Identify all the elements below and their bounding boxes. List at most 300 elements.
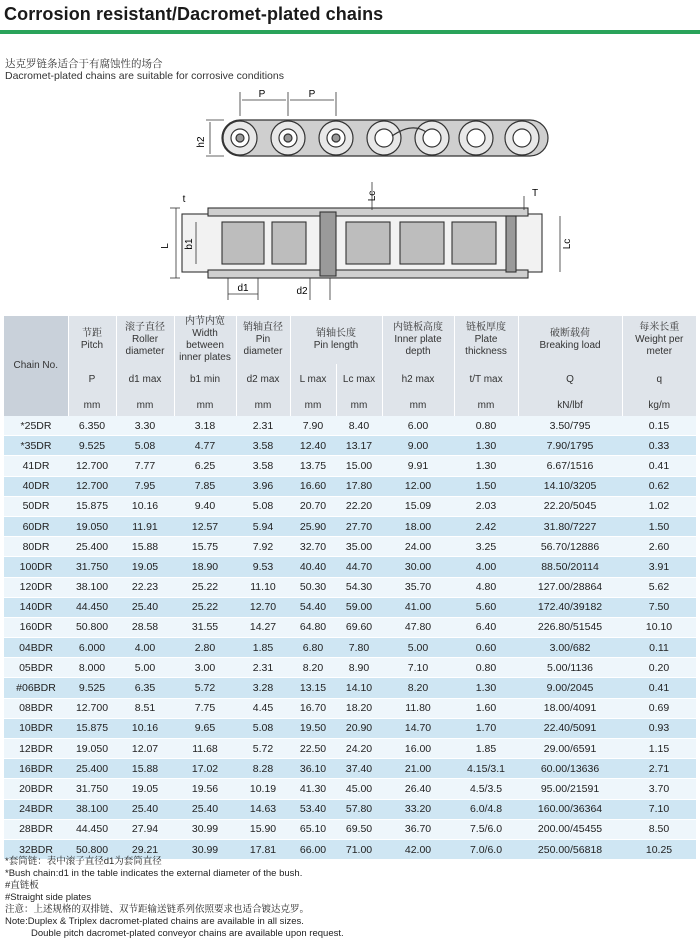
table-cell: 3.91 [622, 557, 696, 577]
table-cell: 35.00 [336, 537, 382, 557]
table-cell: 12.70 [236, 597, 290, 617]
footnotes [5, 856, 344, 940]
chain-no-cell: 50DR [4, 496, 68, 516]
unit-d2: mm [236, 394, 290, 416]
table-cell: 66.00 [290, 839, 336, 859]
col-weight-header: 每米长重 Weight per meter [622, 316, 696, 364]
table-cell: 6.350 [68, 416, 116, 436]
table-cell: 4.80 [454, 577, 518, 597]
table-cell: 4.77 [174, 436, 236, 456]
table-cell: 0.80 [454, 658, 518, 678]
table-cell: 5.60 [454, 597, 518, 617]
table-cell: 25.22 [174, 597, 236, 617]
table-cell: 2.31 [236, 416, 290, 436]
table-cell: 11.91 [116, 516, 174, 536]
table-cell: 7.75 [174, 698, 236, 718]
table-cell: 8.51 [116, 698, 174, 718]
table-cell: 25.22 [174, 577, 236, 597]
table-cell: 8.000 [68, 658, 116, 678]
table-cell: 4.00 [454, 557, 518, 577]
col-width-header: 内节内宽 Width between inner plates [174, 316, 236, 364]
table-cell: 11.68 [174, 739, 236, 759]
spec-table [4, 316, 696, 860]
table-row [4, 799, 696, 819]
label-p2: P [308, 89, 316, 100]
table-cell: 15.88 [116, 537, 174, 557]
table-cell: 32.70 [290, 537, 336, 557]
table-cell: 40.40 [290, 557, 336, 577]
table-cell: 20.70 [290, 496, 336, 516]
table-cell: 5.00/1136 [518, 658, 622, 678]
table-cell: 12.07 [116, 739, 174, 759]
table-cell: 1.30 [454, 436, 518, 456]
chain-no-cell: 08BDR [4, 698, 68, 718]
table-cell: 9.00/2045 [518, 678, 622, 698]
table-cell: 56.70/12886 [518, 537, 622, 557]
table-cell: 35.70 [382, 577, 454, 597]
table-cell: 13.17 [336, 436, 382, 456]
table-cell: 5.08 [116, 436, 174, 456]
table-row [4, 456, 696, 476]
chain-no-cell: 41DR [4, 456, 68, 476]
table-cell: 1.30 [454, 456, 518, 476]
table-cell: 0.80 [454, 416, 518, 436]
table-cell: 25.90 [290, 516, 336, 536]
sym-qm: q [622, 364, 696, 394]
page-title: Corrosion resistant/Dacromet-plated chains [4, 4, 384, 24]
table-row [4, 577, 696, 597]
table-cell: 38.100 [68, 799, 116, 819]
table-cell: 19.05 [116, 557, 174, 577]
table-cell: 37.40 [336, 759, 382, 779]
chain-diagram [0, 86, 700, 312]
table-cell: 27.70 [336, 516, 382, 536]
table-cell: 160.00/36364 [518, 799, 622, 819]
table-cell: 21.00 [382, 759, 454, 779]
table-cell: 8.20 [382, 678, 454, 698]
table-row [4, 819, 696, 839]
unit-p: mm [68, 394, 116, 416]
table-cell: 44.450 [68, 597, 116, 617]
table-cell: 3.50/795 [518, 416, 622, 436]
table-cell: 1.50 [622, 516, 696, 536]
table-cell: 4.45 [236, 698, 290, 718]
table-cell: 54.40 [290, 597, 336, 617]
label-h2: h2 [196, 136, 207, 148]
table-cell: 1.50 [454, 476, 518, 496]
table-cell: 17.80 [336, 476, 382, 496]
table-cell: 0.11 [622, 638, 696, 658]
table-cell: 10.16 [116, 718, 174, 738]
sym-d2: d2 max [236, 364, 290, 394]
unit-tt: mm [454, 394, 518, 416]
chain-side-view [222, 120, 548, 156]
chain-section-view [182, 208, 542, 278]
table-cell: 3.30 [116, 416, 174, 436]
table-cell: 50.30 [290, 577, 336, 597]
table-cell: 9.40 [174, 496, 236, 516]
table-cell: 0.60 [454, 638, 518, 658]
table-cell: 22.50 [290, 739, 336, 759]
chain-no-cell: 16BDR [4, 759, 68, 779]
table-cell: 5.72 [174, 678, 236, 698]
table-cell: 7.10 [622, 799, 696, 819]
table-cell: 8.20 [290, 658, 336, 678]
table-cell: 15.875 [68, 718, 116, 738]
table-cell: 69.50 [336, 819, 382, 839]
table-cell: 17.02 [174, 759, 236, 779]
subtitle-english: Dacromet-plated chains are suitable for corrosive conditions [5, 70, 284, 82]
unit-qm: kg/m [622, 394, 696, 416]
table-cell: 0.93 [622, 718, 696, 738]
table-cell: 14.70 [382, 718, 454, 738]
chain-no-cell: 12BDR [4, 739, 68, 759]
table-cell: 95.00/21591 [518, 779, 622, 799]
chain-no-cell: 24BDR [4, 799, 68, 819]
table-row [4, 617, 696, 637]
chain-no-cell: #06BDR [4, 678, 68, 698]
table-cell: 12.700 [68, 698, 116, 718]
table-cell: 19.56 [174, 779, 236, 799]
table-cell: 0.20 [622, 658, 696, 678]
table-row [4, 557, 696, 577]
chain-no-cell: 32BDR [4, 839, 68, 859]
table-cell: 7.92 [236, 537, 290, 557]
table-cell: 31.55 [174, 617, 236, 637]
spec-table-body [4, 416, 696, 860]
chain-no-cell: 05BDR [4, 658, 68, 678]
table-cell: 5.08 [236, 718, 290, 738]
table-cell: 12.700 [68, 476, 116, 496]
table-cell: 5.94 [236, 516, 290, 536]
table-cell: 15.75 [174, 537, 236, 557]
table-cell: 31.750 [68, 779, 116, 799]
chain-no-header: Chain No. [4, 316, 68, 416]
table-row [4, 739, 696, 759]
sym-b1: b1 min [174, 364, 236, 394]
table-cell: 7.5/6.0 [454, 819, 518, 839]
table-cell: 19.50 [290, 718, 336, 738]
table-cell: 33.20 [382, 799, 454, 819]
table-cell: 69.60 [336, 617, 382, 637]
table-cell: 47.80 [382, 617, 454, 637]
table-cell: 12.40 [290, 436, 336, 456]
table-cell: 28.58 [116, 617, 174, 637]
note-duplex-en: Note:Duplex & Triplex dacromet-plated chains are available in all sizes. [5, 916, 304, 927]
table-cell: 7.85 [174, 476, 236, 496]
table-cell: 2.80 [174, 638, 236, 658]
unit-b1: mm [174, 394, 236, 416]
chain-no-cell: 160DR [4, 617, 68, 637]
table-cell: 6.25 [174, 456, 236, 476]
table-cell: 42.00 [382, 839, 454, 859]
table-cell: 31.80/7227 [518, 516, 622, 536]
unit-q: kN/lbf [518, 394, 622, 416]
table-cell: 41.30 [290, 779, 336, 799]
table-row [4, 476, 696, 496]
table-cell: 7.77 [116, 456, 174, 476]
table-cell: 9.65 [174, 718, 236, 738]
table-cell: 2.03 [454, 496, 518, 516]
note-bush-en: *Bush chain:d1 in the table indicates the external diameter of the bush. [5, 868, 303, 879]
table-cell: 3.70 [622, 779, 696, 799]
table-cell: 71.00 [336, 839, 382, 859]
table-cell: 30.99 [174, 819, 236, 839]
note-straight-cn: #直链板 [5, 880, 39, 891]
table-cell: 18.00/4091 [518, 698, 622, 718]
table-cell: 11.80 [382, 698, 454, 718]
label-T: T [531, 188, 539, 199]
col-plate-depth-header: 内链板高度 Inner plate depth [382, 316, 454, 364]
table-cell: 57.80 [336, 799, 382, 819]
label-lc-top: Lc [367, 190, 378, 202]
chain-no-cell: 04BDR [4, 638, 68, 658]
table-cell: 12.57 [174, 516, 236, 536]
table-cell: 29.00/6591 [518, 739, 622, 759]
table-cell: 15.875 [68, 496, 116, 516]
table-cell: 6.35 [116, 678, 174, 698]
table-cell: 45.00 [336, 779, 382, 799]
table-cell: 250.00/56818 [518, 839, 622, 859]
table-cell: 10.16 [116, 496, 174, 516]
unit-lc: mm [336, 394, 382, 416]
table-cell: 15.00 [336, 456, 382, 476]
table-cell: 18.20 [336, 698, 382, 718]
unit-l: mm [290, 394, 336, 416]
table-cell: 9.53 [236, 557, 290, 577]
chain-no-cell: 40DR [4, 476, 68, 496]
chain-no-cell: 10BDR [4, 718, 68, 738]
table-cell: 10.19 [236, 779, 290, 799]
table-cell: 18.00 [382, 516, 454, 536]
table-cell: 127.00/28864 [518, 577, 622, 597]
table-cell: 44.450 [68, 819, 116, 839]
table-cell: 17.81 [236, 839, 290, 859]
table-cell: 6.0/4.8 [454, 799, 518, 819]
col-pin-length-header: 销轴长度 Pin length [290, 316, 382, 364]
col-pitch-header: 节距 Pitch [68, 316, 116, 364]
table-cell: 6.000 [68, 638, 116, 658]
table-cell: 38.100 [68, 577, 116, 597]
table-cell: 25.40 [116, 597, 174, 617]
table-row [4, 658, 696, 678]
table-cell: 3.96 [236, 476, 290, 496]
table-cell: 22.20 [336, 496, 382, 516]
table-cell: 50.800 [68, 839, 116, 859]
table-cell: 200.00/45455 [518, 819, 622, 839]
table-row [4, 597, 696, 617]
table-row [4, 436, 696, 456]
chain-no-cell: 20BDR [4, 779, 68, 799]
chain-no-cell: 140DR [4, 597, 68, 617]
chain-no-cell: *35DR [4, 436, 68, 456]
table-cell: 8.40 [336, 416, 382, 436]
table-row [4, 779, 696, 799]
table-cell: 2.60 [622, 537, 696, 557]
table-cell: 15.90 [236, 819, 290, 839]
table-cell: 10.25 [622, 839, 696, 859]
table-cell: 3.18 [174, 416, 236, 436]
table-cell: 3.00 [174, 658, 236, 678]
table-cell: 19.050 [68, 516, 116, 536]
table-cell: 12.00 [382, 476, 454, 496]
table-cell: 53.40 [290, 799, 336, 819]
label-d1: d1 [237, 283, 249, 294]
table-cell: 30.99 [174, 839, 236, 859]
table-cell: 10.10 [622, 617, 696, 637]
col-thickness-header: 链板厚度 Plate thickness [454, 316, 518, 364]
table-cell: 7.10 [382, 658, 454, 678]
note-straight-en: #Straight side plates [5, 892, 92, 903]
chain-no-cell: 120DR [4, 577, 68, 597]
table-cell: 0.15 [622, 416, 696, 436]
label-d2: d2 [296, 286, 308, 297]
table-cell: 25.400 [68, 537, 116, 557]
table-cell: 16.00 [382, 739, 454, 759]
table-cell: 1.02 [622, 496, 696, 516]
table-cell: 65.10 [290, 819, 336, 839]
table-cell: 0.69 [622, 698, 696, 718]
table-cell: 8.90 [336, 658, 382, 678]
sym-p: P [68, 364, 116, 394]
table-cell: 50.800 [68, 617, 116, 637]
table-cell: 30.00 [382, 557, 454, 577]
table-cell: 41.00 [382, 597, 454, 617]
table-cell: 16.70 [290, 698, 336, 718]
table-cell: 36.70 [382, 819, 454, 839]
table-cell: 22.23 [116, 577, 174, 597]
table-cell: 31.750 [68, 557, 116, 577]
table-cell: 3.58 [236, 436, 290, 456]
table-cell: 25.40 [116, 799, 174, 819]
table-cell: 6.40 [454, 617, 518, 637]
table-cell: 5.00 [382, 638, 454, 658]
subtitle-chinese: 达克罗链条适合于有腐蚀性的场合 [5, 58, 163, 70]
table-cell: 1.30 [454, 678, 518, 698]
table-cell: 0.62 [622, 476, 696, 496]
table-cell: 6.67/1516 [518, 456, 622, 476]
unit-h2: mm [382, 394, 454, 416]
table-cell: 6.00 [382, 416, 454, 436]
table-cell: 24.20 [336, 739, 382, 759]
label-t: t [182, 194, 186, 205]
table-cell: 1.70 [454, 718, 518, 738]
table-cell: 226.80/51545 [518, 617, 622, 637]
table-row [4, 718, 696, 738]
table-cell: 14.63 [236, 799, 290, 819]
table-cell: 88.50/20114 [518, 557, 622, 577]
label-b1: b1 [184, 238, 195, 250]
table-cell: 0.41 [622, 456, 696, 476]
table-cell: 4.15/3.1 [454, 759, 518, 779]
table-cell: 2.31 [236, 658, 290, 678]
table-cell: 14.10/3205 [518, 476, 622, 496]
table-cell: 60.00/13636 [518, 759, 622, 779]
table-cell: 18.90 [174, 557, 236, 577]
table-row [4, 416, 696, 436]
table-cell: 9.00 [382, 436, 454, 456]
table-cell: 172.40/39182 [518, 597, 622, 617]
table-cell: 1.60 [454, 698, 518, 718]
table-cell: 4.00 [116, 638, 174, 658]
sym-lc: Lc max [336, 364, 382, 394]
table-cell: 2.71 [622, 759, 696, 779]
sym-tt: t/T max [454, 364, 518, 394]
table-row [4, 516, 696, 536]
table-cell: 44.70 [336, 557, 382, 577]
table-cell: 5.72 [236, 739, 290, 759]
table-cell: 7.90/1795 [518, 436, 622, 456]
table-cell: 59.00 [336, 597, 382, 617]
table-cell: 36.10 [290, 759, 336, 779]
chain-no-cell: 100DR [4, 557, 68, 577]
table-cell: 5.08 [236, 496, 290, 516]
table-row [4, 496, 696, 516]
table-cell: 64.80 [290, 617, 336, 637]
chain-no-cell: 80DR [4, 537, 68, 557]
label-p1: P [258, 89, 266, 100]
table-cell: 4.5/3.5 [454, 779, 518, 799]
sym-h2: h2 max [382, 364, 454, 394]
table-cell: 6.80 [290, 638, 336, 658]
table-cell: 54.30 [336, 577, 382, 597]
chain-no-cell: *25DR [4, 416, 68, 436]
table-cell: 7.80 [336, 638, 382, 658]
table-cell: 3.25 [454, 537, 518, 557]
table-cell: 7.0/6.0 [454, 839, 518, 859]
table-cell: 9.525 [68, 436, 116, 456]
chain-no-cell: 60DR [4, 516, 68, 536]
table-cell: 12.700 [68, 456, 116, 476]
table-cell: 0.41 [622, 678, 696, 698]
table-cell: 3.28 [236, 678, 290, 698]
table-cell: 26.40 [382, 779, 454, 799]
table-cell: 5.62 [622, 577, 696, 597]
chain-no-cell: 28BDR [4, 819, 68, 839]
table-cell: 22.20/5045 [518, 496, 622, 516]
note-double-pitch: Double pitch dacromet-plated conveyor chains are available upon request. [31, 928, 344, 939]
table-cell: 9.525 [68, 678, 116, 698]
table-cell: 1.85 [454, 739, 518, 759]
sym-q: Q [518, 364, 622, 394]
unit-d1: mm [116, 394, 174, 416]
table-cell: 15.09 [382, 496, 454, 516]
label-L: L [160, 243, 171, 249]
sym-l: L max [290, 364, 336, 394]
table-cell: 1.85 [236, 638, 290, 658]
table-cell: 29.21 [116, 839, 174, 859]
sym-d1: d1 max [116, 364, 174, 394]
table-cell: 7.95 [116, 476, 174, 496]
table-row [4, 698, 696, 718]
table-cell: 25.40 [174, 799, 236, 819]
col-breaking-load-header: 破断载荷 Breaking load [518, 316, 622, 364]
table-cell: 7.90 [290, 416, 336, 436]
table-cell: 14.10 [336, 678, 382, 698]
note-bush-cn: *套筒链：表中滚子直径d1为套筒直径 [5, 856, 162, 867]
table-cell: 1.15 [622, 739, 696, 759]
note-duplex-cn: 注意：上述规格的双排链、双节距输送链系列依照要求也适合镀达克罗。 [5, 904, 310, 915]
table-cell: 24.00 [382, 537, 454, 557]
table-cell: 13.15 [290, 678, 336, 698]
table-cell: 16.60 [290, 476, 336, 496]
table-cell: 7.50 [622, 597, 696, 617]
table-cell: 25.400 [68, 759, 116, 779]
table-cell: 8.50 [622, 819, 696, 839]
table-cell: 14.27 [236, 617, 290, 637]
label-lc-side: Lc [562, 238, 573, 250]
table-row [4, 638, 696, 658]
